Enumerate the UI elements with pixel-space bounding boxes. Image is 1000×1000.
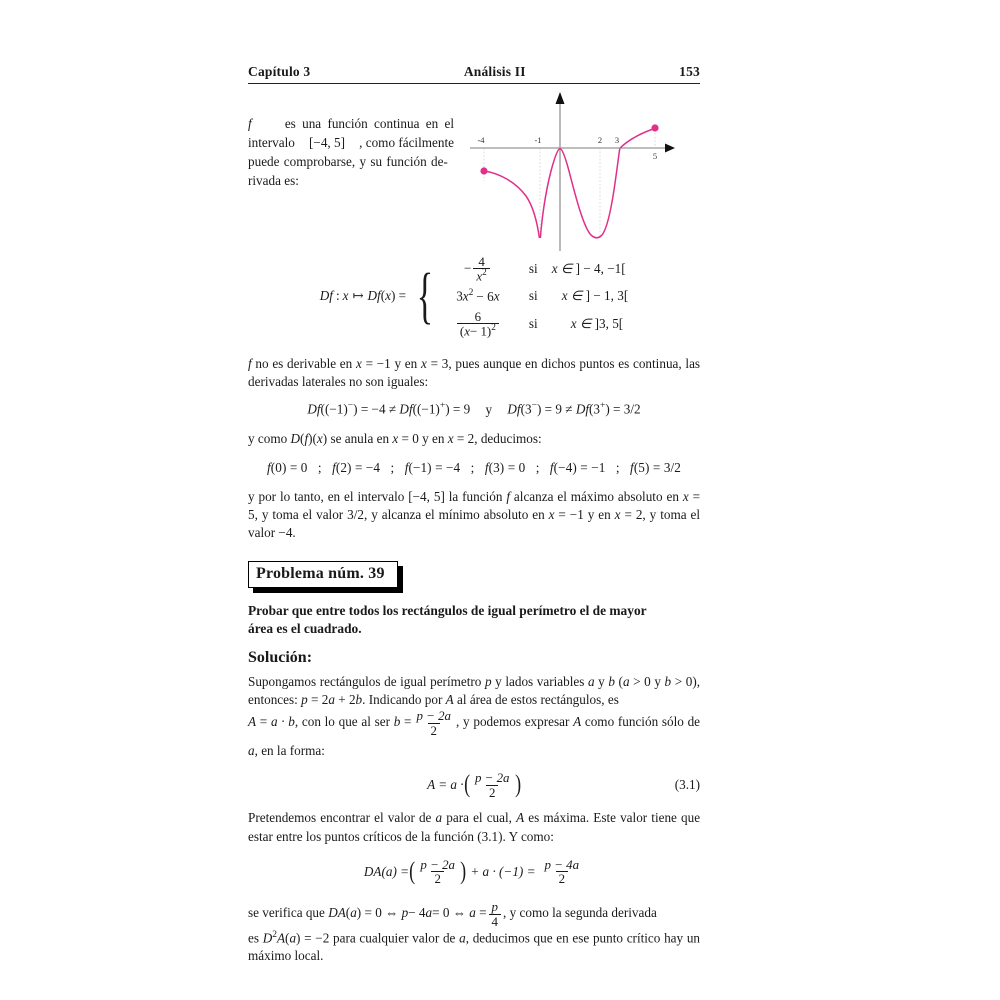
case3-numerator: 6	[474, 308, 482, 324]
eq31-lhs: A = a ·	[427, 777, 464, 793]
pa-x1: x	[392, 430, 399, 446]
pnd-x1: x	[355, 355, 362, 371]
sp3-c: para el cual,	[446, 810, 512, 826]
running-header	[248, 64, 700, 84]
eql-arg1: ((−1)	[320, 401, 348, 417]
case3-den-exp: 2	[491, 323, 496, 334]
sp5-D: D	[262, 929, 273, 945]
sp1-open: (	[618, 673, 623, 689]
pa-text4: = 2, deducimos:	[456, 430, 542, 446]
equation-lateral-derivatives	[248, 401, 700, 417]
intro-line3: puede comprobarse, y su función de-	[248, 154, 448, 169]
sp1-q: . Indicando por	[362, 692, 443, 708]
pnd-x2: x	[421, 355, 427, 371]
piecewise-row-1	[441, 252, 628, 286]
pc-text3: = 5, y toma el valor 3/2, y alcanza el mínimo absoluto en	[248, 488, 701, 523]
fval6-f: f	[630, 459, 634, 475]
sp4-numerator: p	[491, 899, 499, 915]
intro-line1-rest: es una función continua en el	[284, 116, 454, 131]
problem-heading	[248, 561, 398, 588]
sp1-a-var: a	[587, 673, 595, 689]
pnd-text2: = −1 y en	[365, 355, 418, 371]
case3-denominator	[457, 323, 499, 338]
fval4-f: f	[484, 459, 489, 475]
intro-line2-a: intervalo	[248, 135, 295, 150]
eqda-num2: p − 4a	[544, 856, 580, 872]
sp4-a2: a	[425, 905, 433, 921]
equation-function-values	[248, 460, 700, 476]
lhs-x: x	[342, 288, 349, 304]
piecewise-row-3	[441, 307, 628, 341]
axes	[470, 92, 675, 251]
sp4-denominator: 4	[489, 914, 501, 929]
sp4-DA: DA	[328, 905, 346, 921]
sp1-b3: b	[355, 692, 363, 708]
left-brace: {	[416, 262, 434, 330]
sp4-a3: a	[469, 905, 476, 921]
fval-1	[267, 460, 308, 475]
case1-domain-prefix: x ∈	[551, 260, 573, 276]
sp2-i: como función sólo	[584, 714, 684, 730]
sp2-numerator: p − 2a	[416, 708, 452, 724]
eql-arg4: (3	[589, 401, 600, 417]
lhs-close-eq: ) =	[390, 288, 407, 304]
case1-denominator	[473, 268, 489, 283]
pnd-text1: no es derivable en	[255, 355, 353, 371]
case3-expression	[441, 307, 529, 341]
pc-text1: y por lo tanto, en el intervalo [−4, 5] la función	[248, 488, 503, 504]
endpoint-dot-right	[651, 124, 658, 131]
case2-exp: 2	[468, 288, 474, 299]
sp1-eq2: = 2	[311, 692, 329, 708]
case2-coef: 3	[456, 288, 463, 304]
sp3-avar: a	[435, 810, 443, 826]
pa-f: f	[304, 430, 309, 446]
fval1-f: f	[267, 459, 271, 475]
sp4-eq3: =	[479, 905, 487, 921]
case2-domain-interval: ] − 1, 3[	[585, 288, 629, 304]
fval2-f: f	[332, 459, 336, 475]
fval-5	[550, 460, 606, 475]
sp2-A: A	[248, 714, 257, 730]
piecewise-row-2	[441, 286, 628, 307]
equation-3-1-row	[248, 771, 700, 799]
svg-text:-1: -1	[534, 135, 542, 145]
eq31-close-paren: )	[514, 771, 521, 799]
sp4-a: se verifica que	[248, 905, 325, 921]
eq31-fraction	[472, 771, 513, 799]
lhs-Df: Df	[319, 288, 333, 304]
pnd-f: f	[248, 355, 252, 371]
case1-si: si	[528, 260, 538, 276]
pc-text5: = 2, y toma el valor −4.	[248, 507, 701, 541]
problem-statement	[248, 602, 700, 638]
lhs-colon: :	[335, 288, 340, 304]
pa-mid: )(	[308, 430, 317, 446]
pa-x: x	[316, 430, 323, 446]
fval-sep-1: ;	[317, 459, 322, 475]
svg-text:3: 3	[614, 135, 620, 145]
sp5-avar: a	[289, 929, 297, 945]
header-page-number: 153	[679, 64, 700, 79]
case1-den-base: x	[476, 268, 483, 284]
eqda-open-paren: (	[409, 857, 416, 885]
sp5-h: , deducimos que en ese punto crítico hay un máximo local.	[248, 929, 701, 964]
sp2-denominator: 2	[428, 723, 440, 738]
sp3-e: es máxima. Este valor tiene que estar entre los puntos críticos de la función (3.1). Y como:	[248, 810, 701, 844]
eql-Df3: Df	[507, 401, 521, 417]
sp2-j: de	[687, 714, 701, 730]
solution-paragraph-4	[248, 900, 700, 928]
fval2-arg: (2)	[335, 459, 352, 475]
pa-text2: ) se anula en	[322, 430, 390, 446]
eql-conj: y	[485, 401, 493, 417]
sp5-A: A	[276, 929, 286, 945]
sp5-exp: 2	[272, 929, 277, 940]
case1-den-exp: 2	[482, 268, 487, 279]
case3-domain-interval: ]3, 5[	[594, 315, 624, 331]
paragraph-zeros	[248, 430, 700, 448]
intro-f-symbol: f	[248, 116, 252, 131]
eqda-den2: 2	[556, 871, 568, 886]
equation-DA	[248, 858, 700, 886]
fval5-arg: (−4)	[553, 459, 577, 475]
eql-Df1: Df	[307, 401, 321, 417]
sp1-b2: b	[664, 673, 672, 689]
pa-open: (	[300, 430, 305, 446]
lhs-mapsto: ↦	[352, 288, 364, 304]
eql-sup4: +	[600, 401, 606, 412]
case1-fraction	[473, 255, 489, 284]
case1-domain-interval: ] − 4, −1[	[575, 260, 626, 276]
statement-line-1: Probar que entre todos los rectángulos de igual perímetro el de mayor	[248, 602, 647, 618]
fval6-arg: (5)	[633, 459, 650, 475]
eqda-mid: + a · (−1) =	[470, 863, 536, 879]
sp2-l: , en la forma:	[254, 742, 325, 758]
case2-x: x	[462, 288, 469, 304]
statement-line-2: área es el cuadrado.	[248, 620, 362, 636]
case3-den-open: (	[459, 323, 465, 339]
case2-x2: x	[493, 288, 500, 304]
pa-x2: x	[447, 430, 454, 446]
sp4-p: p	[401, 905, 409, 921]
piecewise-cases	[441, 252, 628, 341]
figure-derivative-graph	[460, 86, 700, 236]
case3-fraction	[457, 310, 499, 339]
case1-domain	[552, 252, 629, 286]
eql-mid1: ) = −4 ≠	[353, 401, 397, 417]
eqda-num1: p − 2a	[420, 856, 455, 872]
sp2-d: , con lo que al ser	[294, 714, 390, 730]
sp2-ab: a · b	[270, 714, 295, 730]
sp1-k: > 0), entonces:	[248, 673, 701, 708]
eql-Df2: Df	[399, 401, 413, 417]
eqda-close-paren: )	[460, 857, 467, 885]
sp4-eq0b: = 0 ⇔	[432, 905, 466, 921]
eql-arg2: ((−1)	[412, 401, 440, 417]
pc-text2: alcanza el máximo absoluto en	[513, 488, 679, 504]
eq31-open-paren: (	[463, 771, 470, 799]
solution-title: Solución:	[248, 648, 313, 666]
case3-si: si	[528, 315, 538, 331]
fval-sep-4: ;	[535, 459, 540, 475]
case2-si: si	[528, 288, 538, 304]
fval4-arg: (3)	[488, 459, 505, 475]
intro-line4: rivada es:	[248, 173, 299, 188]
sp3-a: Pretendemos encontrar el valor de	[248, 810, 432, 826]
problem-box-label: Problema núm. 39	[248, 561, 398, 588]
svg-text:-4: -4	[477, 135, 485, 145]
sp1-s: al área de estos rectángulos, es	[457, 692, 619, 708]
pa-text1: y como	[248, 430, 288, 446]
eq31-numerator: p − 2a	[474, 769, 510, 785]
sp1-p: p	[484, 673, 492, 689]
case2-domain-prefix: x ∈	[561, 288, 583, 304]
fval-6	[630, 460, 681, 475]
fval4-val: = 0	[507, 459, 526, 475]
eql-mid2: ) = 9 ≠	[536, 401, 573, 417]
intro-paragraph	[248, 114, 454, 190]
sp1-c: y lados variables	[495, 673, 585, 689]
sp4-fraction	[489, 900, 501, 928]
eqda-fraction-2	[542, 858, 583, 886]
eqda-lhs: DA(a) =	[363, 863, 410, 879]
endpoint-dots	[480, 124, 658, 174]
case1-sign: −	[463, 259, 472, 275]
sp2-fraction	[413, 709, 454, 737]
gridlines	[484, 126, 658, 238]
eql-arg3: (3	[520, 401, 532, 417]
sp5-a2: a	[459, 929, 466, 945]
eql-end2: ) = 3/2	[605, 401, 641, 417]
solution-paragraph-5	[248, 929, 700, 966]
paragraph-not-differentiable	[248, 355, 700, 391]
equation-3-1	[248, 771, 700, 799]
page-content	[248, 64, 700, 965]
curve-path	[484, 129, 658, 239]
sp2-a: a	[248, 742, 255, 758]
sp2-eq2: =	[404, 714, 412, 730]
sp5-f: ) = −2 para cualquier valor de	[296, 929, 456, 945]
sp4-eq0: ) = 0 ⇔	[356, 905, 399, 921]
endpoint-dot-left	[480, 167, 487, 174]
sp1-a2: a	[622, 673, 630, 689]
case3-den-x: x	[464, 323, 470, 339]
solution-paragraph-3	[248, 809, 700, 845]
svg-text:2: 2	[597, 135, 603, 145]
lhs-open: (	[380, 288, 386, 304]
piecewise-definition	[248, 252, 700, 341]
fval3-f: f	[404, 459, 409, 475]
eq31-denominator: 2	[486, 785, 498, 800]
paragraph-conclusion	[248, 488, 700, 543]
solution-paragraph-2	[248, 709, 700, 762]
pc-f: f	[506, 488, 511, 504]
eql-sup3: −	[531, 401, 537, 412]
sp1-A: A	[445, 692, 454, 708]
sp2-A2: A	[573, 714, 582, 730]
sp2-b: b	[393, 714, 401, 730]
fval-sep-2: ;	[390, 459, 395, 475]
pa-text3: = 0 y en	[401, 430, 445, 446]
svg-text:5: 5	[652, 151, 658, 161]
sp1-plus2: + 2	[338, 692, 356, 708]
eql-Df4: Df	[575, 401, 589, 417]
sp1-a3: a	[328, 692, 335, 708]
fval2-val: = −4	[354, 459, 381, 475]
fval-4	[485, 460, 526, 475]
case1-expression	[441, 252, 529, 286]
graph-svg	[460, 86, 700, 251]
lhs-Df2: Df	[367, 288, 381, 304]
sp2-g: , y podemos expresar	[456, 714, 570, 730]
pnd-text3: = 3, pues aunque en dichos puntos es continua, las derivadas laterales no son iguales:	[248, 355, 701, 390]
sp1-p2: p	[301, 692, 308, 708]
fval3-arg: (−1)	[408, 459, 432, 475]
case3-domain-prefix: x ∈	[570, 315, 592, 331]
case2-minus6: − 6	[476, 288, 494, 304]
fval-2	[332, 460, 380, 475]
fval-sep-5: ;	[615, 459, 620, 475]
sp4-l: , y como la segunda derivada	[503, 905, 657, 921]
intro-and-figure	[248, 114, 700, 244]
sp1-y: y	[598, 673, 605, 689]
fval1-val: = 0	[289, 459, 308, 475]
sp4-avar: a	[350, 905, 357, 921]
sp3-A: A	[516, 810, 525, 826]
case1-numerator: 4	[478, 253, 485, 269]
intro-line2-b: [−4, 5]	[309, 135, 346, 150]
case2-expression	[441, 286, 529, 307]
sp5-a: es	[248, 929, 259, 945]
eql-end1: ) = 9	[445, 401, 471, 417]
pc-x2: x	[548, 507, 555, 523]
header-title: Análisis II	[463, 64, 526, 79]
case3-domain	[552, 307, 629, 341]
sp2-eq: =	[259, 714, 268, 730]
eqda-fraction-1	[417, 858, 458, 886]
sp1-b-var: b	[608, 673, 615, 689]
pa-D: D	[290, 430, 301, 446]
fval3-val: = −4	[435, 459, 461, 475]
fval-3	[405, 460, 461, 475]
eql-sup2: +	[439, 401, 446, 412]
fval5-f: f	[549, 459, 554, 475]
sp4-minus4: − 4	[408, 905, 426, 921]
pc-x1: x	[682, 488, 689, 504]
fval5-val: = −1	[580, 459, 606, 475]
sp4-open: (	[345, 905, 351, 921]
fval1-arg: (0)	[270, 459, 287, 475]
sp5-open: (	[285, 929, 290, 945]
fval6-val: = 3/2	[652, 459, 681, 475]
sp1-gt0: > 0 y	[633, 673, 661, 689]
eql-sup1: −	[347, 401, 354, 412]
intro-line2-c: , como fácilmente	[359, 135, 454, 150]
pc-text4: = −1 y en	[558, 507, 611, 523]
pc-x3: x	[614, 507, 621, 523]
sp1-a: Supongamos rectángulos de igual perímetro	[248, 673, 482, 689]
solution-paragraph-1	[248, 673, 700, 709]
case2-domain	[552, 286, 629, 307]
eqda-den1: 2	[431, 871, 443, 886]
header-chapter: Capítulo 3	[248, 64, 311, 79]
lhs-x2: x	[385, 288, 391, 304]
fval-sep-3: ;	[470, 459, 475, 475]
piecewise-lhs	[320, 288, 406, 304]
case3-den-rest: − 1)	[469, 323, 492, 339]
equation-number-3-1: (3.1)	[674, 777, 700, 793]
